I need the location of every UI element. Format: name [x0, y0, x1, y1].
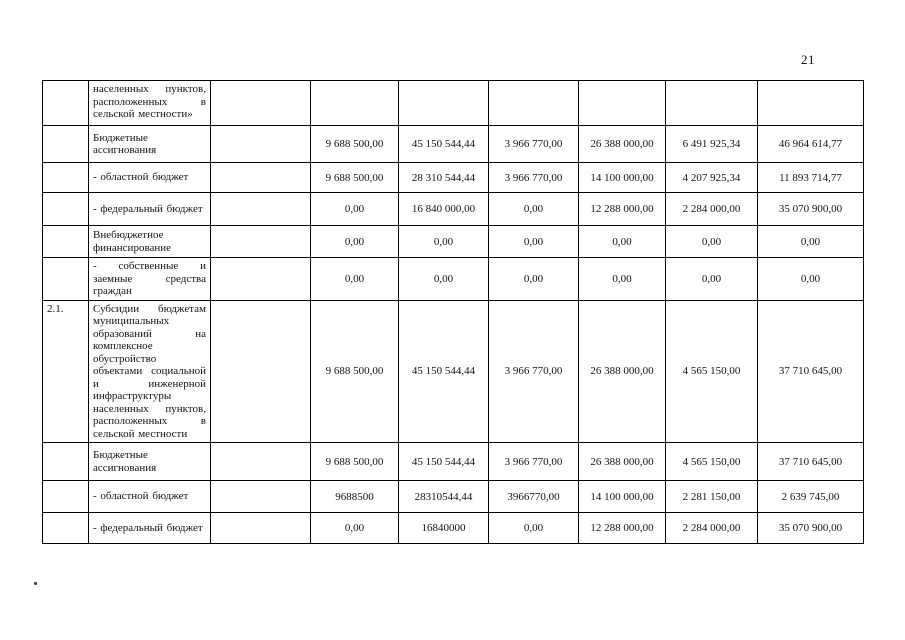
value-cell: 16 840 000,00	[399, 193, 489, 226]
row-number-cell	[43, 513, 89, 544]
value-cell: 2 281 150,00	[666, 481, 758, 513]
value-cell: 46 964 614,77	[758, 126, 864, 163]
value-cell: 0,00	[579, 258, 666, 301]
row-number-cell	[43, 126, 89, 163]
row-number-cell	[43, 81, 89, 126]
value-cell	[489, 81, 579, 126]
row-number-cell	[43, 443, 89, 481]
value-cell: 3 966 770,00	[489, 126, 579, 163]
value-cell: 26 388 000,00	[579, 443, 666, 481]
value-cell: 0,00	[489, 258, 579, 301]
table-row	[43, 481, 864, 513]
value-cell	[758, 81, 864, 126]
value-cell: 0,00	[489, 193, 579, 226]
row-label-cell: Бюджетные ассигнования	[89, 126, 211, 163]
row-label-cell: населенных пунктов, расположенных в сельской местности»	[89, 81, 211, 126]
row-label-cell: - собственные и заемные средства граждан	[89, 258, 211, 301]
value-cell: 35 070 900,00	[758, 513, 864, 544]
table-row	[43, 258, 864, 301]
value-cell: 0,00	[399, 258, 489, 301]
page-number: 21	[801, 52, 815, 67]
value-cell: 11 893 714,77	[758, 163, 864, 193]
budget-table	[42, 80, 864, 544]
value-cell: 9 688 500,00	[311, 443, 399, 481]
value-cell: 2 284 000,00	[666, 513, 758, 544]
value-cell: 45 150 544,44	[399, 126, 489, 163]
value-cell	[666, 81, 758, 126]
value-cell: 0,00	[489, 226, 579, 258]
value-cell: 4 207 925,34	[666, 163, 758, 193]
row-number-cell	[43, 193, 89, 226]
value-cell: 45 150 544,44	[399, 443, 489, 481]
row-label-cell: Субсидии бюджетам муниципальных образований на комплексное обустройство объектами социальной и инженерной инфраструктуры населенных пунктов, расположенных в сельской местности	[89, 300, 211, 443]
value-cell: 0,00	[579, 226, 666, 258]
row-responsible-cell	[211, 226, 311, 258]
value-cell: 12 288 000,00	[579, 513, 666, 544]
value-cell: 0,00	[758, 258, 864, 301]
row-label-cell: Внебюджетное финансирование	[89, 226, 211, 258]
row-responsible-cell	[211, 481, 311, 513]
value-cell: 12 288 000,00	[579, 193, 666, 226]
table-row	[43, 300, 864, 443]
value-cell: 35 070 900,00	[758, 193, 864, 226]
value-cell	[579, 81, 666, 126]
value-cell: 14 100 000,00	[579, 481, 666, 513]
row-responsible-cell	[211, 193, 311, 226]
value-cell: 45 150 544,44	[399, 300, 489, 443]
row-number-cell	[43, 258, 89, 301]
row-responsible-cell	[211, 258, 311, 301]
value-cell: 6 491 925,34	[666, 126, 758, 163]
value-cell: 2 639 745,00	[758, 481, 864, 513]
scan-artifact-dot	[34, 582, 37, 585]
row-responsible-cell	[211, 126, 311, 163]
value-cell: 16840000	[399, 513, 489, 544]
value-cell: 9 688 500,00	[311, 300, 399, 443]
row-number-cell	[43, 481, 89, 513]
value-cell: 0,00	[311, 226, 399, 258]
value-cell: 37 710 645,00	[758, 300, 864, 443]
value-cell: 14 100 000,00	[579, 163, 666, 193]
table-row	[43, 81, 864, 126]
value-cell	[311, 81, 399, 126]
value-cell: 3 966 770,00	[489, 300, 579, 443]
row-number-cell	[43, 163, 89, 193]
value-cell: 28 310 544,44	[399, 163, 489, 193]
value-cell: 2 284 000,00	[666, 193, 758, 226]
row-responsible-cell	[211, 443, 311, 481]
value-cell: 0,00	[666, 258, 758, 301]
value-cell: 3966770,00	[489, 481, 579, 513]
value-cell: 3 966 770,00	[489, 443, 579, 481]
row-responsible-cell	[211, 81, 311, 126]
value-cell: 9 688 500,00	[311, 126, 399, 163]
row-label-cell: - федеральный бюджет	[89, 193, 211, 226]
value-cell: 3 966 770,00	[489, 163, 579, 193]
row-responsible-cell	[211, 300, 311, 443]
value-cell: 0,00	[666, 226, 758, 258]
row-responsible-cell	[211, 163, 311, 193]
value-cell: 0,00	[489, 513, 579, 544]
value-cell: 0,00	[311, 193, 399, 226]
row-number-cell	[43, 226, 89, 258]
value-cell: 0,00	[758, 226, 864, 258]
table-row	[43, 193, 864, 226]
budget-table-body	[43, 81, 864, 544]
row-responsible-cell	[211, 513, 311, 544]
row-label-cell: - федеральный бюджет	[89, 513, 211, 544]
value-cell: 28310544,44	[399, 481, 489, 513]
value-cell: 37 710 645,00	[758, 443, 864, 481]
value-cell: 4 565 150,00	[666, 443, 758, 481]
row-label-cell: - областной бюджет	[89, 163, 211, 193]
table-row	[43, 163, 864, 193]
value-cell: 0,00	[311, 258, 399, 301]
value-cell: 0,00	[311, 513, 399, 544]
table-row	[43, 126, 864, 163]
value-cell: 9688500	[311, 481, 399, 513]
value-cell	[399, 81, 489, 126]
row-label-cell: - областной бюджет	[89, 481, 211, 513]
value-cell: 26 388 000,00	[579, 300, 666, 443]
value-cell: 26 388 000,00	[579, 126, 666, 163]
value-cell: 4 565 150,00	[666, 300, 758, 443]
value-cell: 9 688 500,00	[311, 163, 399, 193]
table-row	[43, 226, 864, 258]
table-row	[43, 513, 864, 544]
row-label-cell: Бюджетные ассигнования	[89, 443, 211, 481]
row-number-cell: 2.1.	[43, 300, 89, 443]
table-row	[43, 443, 864, 481]
value-cell: 0,00	[399, 226, 489, 258]
